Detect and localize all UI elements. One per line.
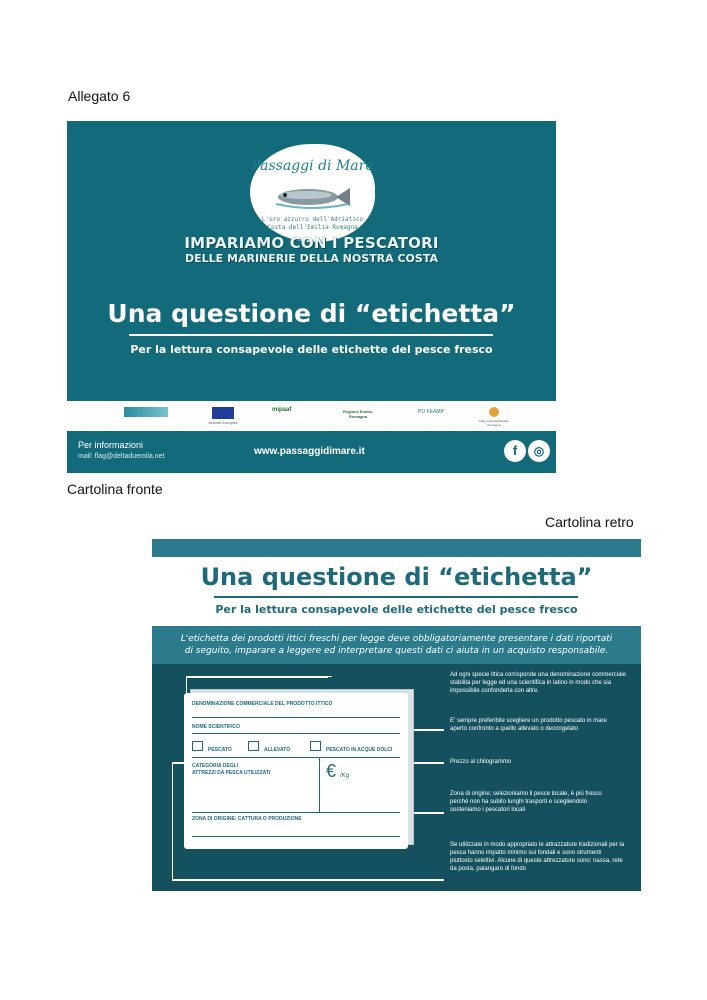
website-link[interactable]: www.passaggidimare.it [254, 446, 365, 457]
sponsor-mipaaf: mipaaf [272, 407, 292, 413]
connector-categoria-top [172, 762, 184, 764]
back-caption: Cartolina retro [545, 514, 634, 530]
label-acque-dolci: PESCATO IN ACQUE DOLCI [326, 747, 393, 753]
headline-marinerie: DELLE MARINERIE DELLA NOSTRA COSTA [185, 252, 438, 265]
euro-icon: € [326, 761, 337, 781]
rule-checkboxes [192, 757, 400, 758]
label-pescato: PESCATO [208, 747, 232, 753]
field-categoria-1: CATEGORIA DEGLI [192, 763, 239, 769]
field-zona: ZONA DI ORIGINE: CATTURA O PRODUZIONE [192, 816, 302, 822]
logo-name: Passaggi di Mare [251, 158, 374, 174]
info-label: Per informazioni [78, 440, 144, 450]
instagram-icon[interactable]: ◎ [528, 440, 550, 462]
note-attrezzi: Se utilizzate in modo appropriato le attrazzature tradizionali per la pesca hanno impatto minimo sui fondali e sono strumenti piuttosto selettivi. Alcune di queste attrezzature sono: nassa, rete da posta, palangaro di fondo [450, 842, 625, 872]
field-nome-scientifico: NOME SCIENTIFICO [192, 724, 241, 730]
connector-categoria-bottom [172, 879, 442, 881]
postcard-back [152, 539, 641, 891]
checkbox-pescato[interactable] [192, 741, 203, 751]
annex-label: Allegato 6 [68, 88, 131, 104]
note-zona: Zona di origine; selezioniamo il pesce locale, è più fresco perché non ha subito lunghi trasporti e scegliendolo sosteniamo i pescatori locali [450, 791, 602, 813]
intro-text: L'etichetta dei prodotti ittici freschi per legge deve obbligatoriamente presentare i dati riportati di seguito, imparare a leggere ed interpretare questi dati ci aiuta in un acquisto responsabile. [180, 634, 613, 656]
sponsor-eu: Unione Europea [212, 407, 234, 425]
connector-attrezzi [422, 879, 444, 881]
rule-categoria [192, 812, 400, 813]
intro-band [152, 626, 641, 664]
field-categoria-2: ATTREZZI DA PESCA UTILIZZATI [192, 770, 271, 776]
checkbox-acque-dolci[interactable] [310, 741, 321, 751]
rule-price-divider [319, 757, 320, 812]
note-prezzo: Prezzo al chilogrammo [450, 759, 512, 765]
logo-region: Costa dell'Emilia Romagna [267, 224, 358, 231]
connector-categoria [172, 762, 184, 880]
passaggi-di-mare-logo [250, 144, 375, 242]
connector-denominazione-top [186, 676, 328, 678]
front-footer [67, 431, 556, 473]
sponsor-regione: Regione Emilia-Romagna [342, 409, 373, 419]
field-denominazione: DENOMINAZIONE COMMERCIALE DEL PRODOTTO ITTICO [192, 701, 333, 707]
back-subtitle: Per la lettura consapevole delle etichette del pesce fresco [215, 603, 578, 616]
label-explainer-panel [152, 664, 641, 891]
info-mail[interactable]: mail: flag@deltaduemila.net [78, 453, 165, 460]
headline-impariamo: IMPARIAMO CON I PESCATORI [184, 234, 439, 252]
front-title-rule [129, 334, 493, 336]
rule-zona [192, 836, 400, 837]
fish-label-sample [184, 693, 408, 849]
note-allevato: E' sempre preferibile scegliere un prodotto pescato in mare aperto confronto a quello allevato o decongelato [450, 718, 607, 732]
label-per-kg: /Kg [340, 773, 350, 779]
sponsor-flag: Flag Costa dell'Emilia-Romagna [481, 407, 507, 425]
logo-tagline: L'oro azzurro dell'Adriatico [261, 216, 364, 223]
back-title-rule [214, 596, 578, 598]
sponsor-flag-logo [124, 407, 168, 425]
facebook-icon[interactable]: f [504, 440, 526, 462]
sponsor-feamp: PO FEAMP [418, 409, 444, 415]
back-title: Una questione di “etichetta” [200, 563, 593, 591]
rule-nome-scientifico [192, 733, 400, 734]
rule-denominazione [192, 717, 400, 718]
checkbox-allevato[interactable] [248, 741, 259, 751]
postcard-front [67, 121, 556, 473]
label-allevato: ALLEVATO [264, 747, 291, 753]
front-subtitle: Per la lettura consapevole delle etichette del pesce fresco [130, 343, 493, 356]
sponsor-strip [67, 401, 556, 431]
front-caption: Cartolina fronte [67, 481, 163, 497]
front-title: Una questione di “etichetta” [107, 299, 516, 328]
fish-icon [272, 184, 352, 210]
note-denominazione: Ad ogni specie ittica corrisponde una denominazione commerciale stabilita per legge ed una scientifica in latino in modo che sia impossibile confonderla con altre. [450, 672, 627, 694]
back-top-strip [152, 539, 641, 557]
